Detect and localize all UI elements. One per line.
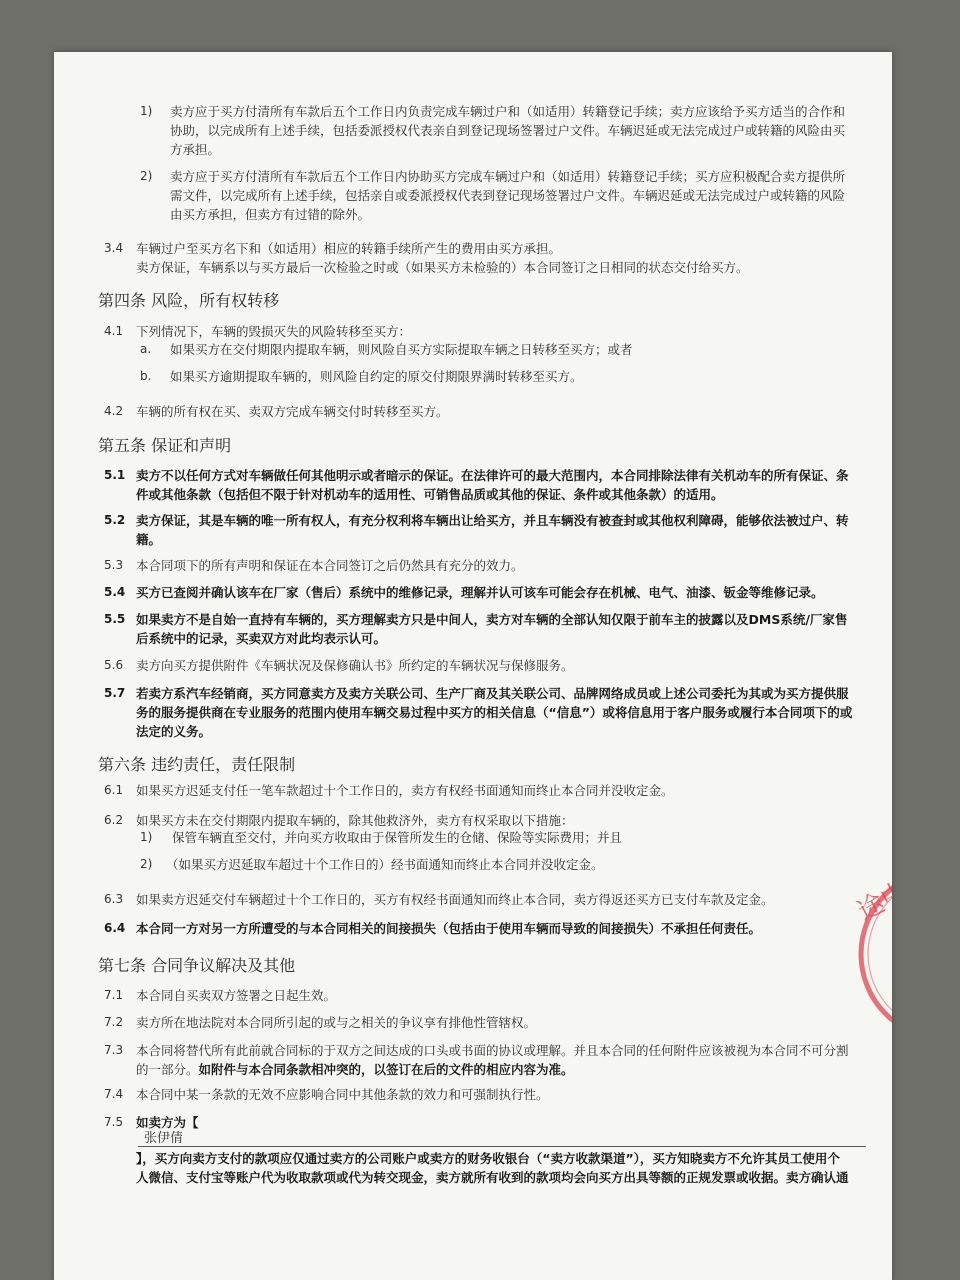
clause-text: 本合同将替代所有此前就合同标的于双方之间达成的口头或书面的协议或理解。并且本合同的任何附件应该被视为本合同不可分割 的一部分。如附件与本合同条款相冲突的，以签订在后的文件的相应内容为准。 bbox=[136, 1043, 849, 1077]
clause-number: 5.2 bbox=[104, 513, 126, 527]
clause-number: 6.4 bbox=[104, 921, 126, 935]
clause-text: 本合同一方对另一方所遭受的与本合同相关的间接损失（包括由于使用车辆而导致的间接损失）不承担任何责任。 bbox=[136, 921, 762, 936]
clause-text: 保管车辆直至交付，并向买方收取由于保管所发生的仓储、保险等实际费用；并且 bbox=[172, 830, 623, 845]
clause-number: 6.2 bbox=[104, 813, 124, 827]
clause-number: 7.2 bbox=[104, 1015, 124, 1029]
item-number: 2) bbox=[140, 169, 153, 183]
clause-number: 6.1 bbox=[104, 783, 124, 797]
clause-number: 5.7 bbox=[104, 686, 126, 700]
clause-number: 7.4 bbox=[104, 1087, 124, 1101]
item-number: 1) bbox=[140, 104, 153, 118]
clause-text: 卖方不以任何方式对车辆做任何其他明示或者暗示的保证。在法律许可的最大范围内，本合同排除法律有关机动车的所有保证、条 件或其他条款（包括但不限于针对机动车的适用性、可销售品质或其他的保证、条件或其他条款）的适用。 bbox=[136, 468, 849, 502]
clause-text: 买方已查阅并确认该车在厂家（售后）系统中的维修记录，理解并认可该车可能会存在机械、电气、油漆、钣金等维修记录。 bbox=[136, 585, 824, 600]
item-number: 1) bbox=[140, 830, 153, 844]
section-heading: 第七条 合同争议解决及其他 bbox=[98, 956, 296, 975]
clause-label: 如卖方为【 bbox=[136, 1115, 199, 1130]
clause-text: 如果卖方不是自始一直持有车辆的，买方理解卖方只是中间人，卖方对车辆的全部认知仅限于前车主的披露以及DMS系统/厂家售 后系统中的记录，买卖双方对此均表示认可。 bbox=[136, 612, 848, 646]
clause-number: 4.2 bbox=[104, 404, 124, 418]
section-heading: 第五条 保证和声明 bbox=[98, 436, 232, 455]
clause-text: 】，买方向卖方支付的款项应仅通过卖方的公司账户或卖方的财务收银台（“卖方收款渠道”），买方知晓卖方不允许其员工使用个 人微信、支付宝等账户代为收取款项或代为转交现金，卖方就所有收到的款项均会向买方出具等额的正规发票或收据。卖方确认通 bbox=[136, 1151, 849, 1185]
clause-text: 如果买方迟延支付任一笔车款超过十个工作日的，卖方有权经书面通知而终止本合同并没收定金。 bbox=[136, 783, 674, 798]
clause-text: 如果买方在交付期限内提取车辆，则风险自买方实际提取车辆之日转移至买方；或者 bbox=[170, 342, 633, 357]
section-heading: 第六条 违约责任，责任限制 bbox=[98, 755, 296, 774]
clause-number: 7.3 bbox=[104, 1043, 124, 1057]
clause-text: 车辆过户至买方名下和（如适用）相应的转籍手续所产生的费用由买方承担。 卖方保证，车辆系以与买方最后一次检验之时或（如果买方未检验的）本合同签订之日相同的状态交付给买方。 bbox=[136, 241, 749, 275]
fill-in-line bbox=[138, 1146, 866, 1147]
clause-number: 5.6 bbox=[104, 658, 124, 672]
clause-number: 3.4 bbox=[104, 241, 124, 255]
clause-number: 7.5 bbox=[104, 1115, 124, 1129]
clause-number: 6.3 bbox=[104, 892, 124, 906]
clause-text: 卖方应于买方付清所有车款后五个工作日内负责完成车辆过户和（如适用）转籍登记手续；卖方应该给予买方适当的合作和 协助，以完成所有上述手续，包括委派授权代表亲自到登记现场签署过户文件。车辆迟延或无法完成过户或转籍的风险由买 方承担。 bbox=[170, 104, 846, 157]
clause-text: 卖方向买方提供附件《车辆状况及保修确认书》所约定的车辆状况与保修服务。 bbox=[136, 658, 574, 673]
clause-number: 5.4 bbox=[104, 585, 126, 599]
clause-text: 如果卖方迟延交付车辆超过十个工作日的，买方有权经书面通知而终止本合同，卖方得返还买方已支付车款及定金。 bbox=[136, 892, 774, 907]
clause-text: 若卖方系汽车经销商，买方同意卖方及卖方关联公司、生产厂商及其关联公司、品牌网络成员或上述公司委托为其或为买方提供服 务的服务提供商在专业服务的范围内使用车辆交易过程中买方的相关信息（“信息”）或将信息用于客户服务或履行本合同项下的或 法定的义务。 bbox=[136, 686, 853, 739]
item-number: 2) bbox=[140, 857, 153, 871]
clause-text: 本合同项下的所有声明和保证在本合同签订之后仍然具有充分的效力。 bbox=[136, 558, 524, 573]
clause-text: 下列情况下，车辆的毁损灭失的风险转移至买方： bbox=[136, 324, 412, 339]
svg-text:途中: 途中 bbox=[852, 876, 913, 927]
clause-text: 卖方所在地法院对本合同所引起的或与之相关的争议享有排他性管辖权。 bbox=[136, 1015, 537, 1030]
clause-text: （如果买方迟延取车超过十个工作日的）经书面通知而终止本合同并没收定金。 bbox=[166, 857, 604, 872]
item-number: b. bbox=[140, 369, 152, 383]
item-number: a. bbox=[140, 342, 152, 356]
clause-text: 卖方保证，其是车辆的唯一所有权人，有充分权利将车辆出让给买方，并且车辆没有被查封或其他权利障碍，能够依法被过户、转 籍。 bbox=[136, 513, 849, 547]
clause-number: 5.3 bbox=[104, 558, 124, 572]
clause-number: 5.1 bbox=[104, 468, 126, 482]
clause-number: 7.1 bbox=[104, 988, 124, 1002]
clause-text: 如果买方未在交付期限内提取车辆的，除其他救济外，卖方有权采取以下措施： bbox=[136, 813, 574, 828]
clause-text: 本合同自买卖双方签署之日起生效。 bbox=[136, 988, 337, 1003]
clause-number: 5.5 bbox=[104, 612, 126, 626]
contract-page bbox=[54, 52, 913, 1280]
section-heading: 第四条 风险，所有权转移 bbox=[98, 291, 280, 310]
clause-text: 本合同中某一条款的无效不应影响合同中其他条款的效力和可强制执行性。 bbox=[136, 1087, 549, 1102]
company-seal-stamp bbox=[851, 864, 913, 1044]
clause-text: 卖方应于买方付清所有车款后五个工作日内协助买方完成车辆过户和（如适用）转籍登记手续；买方应积极配合卖方提供所 需文件，以完成所有上述手续，包括亲自或委派授权代表到登记现场签署过户文件。车辆迟延或无法完成过户或转籍的风险 由买方承担，但卖方有过错的除外。 bbox=[170, 169, 846, 222]
clause-text: 车辆的所有权在买、卖双方完成车辆交付时转移至买方。 bbox=[136, 404, 449, 419]
handwritten-name: 张伊倩 bbox=[144, 1131, 184, 1146]
clause-number: 4.1 bbox=[104, 324, 124, 338]
clause-text: 如果买方逾期提取车辆的，则风险自约定的原交付期限界满时转移至买方。 bbox=[170, 369, 583, 384]
